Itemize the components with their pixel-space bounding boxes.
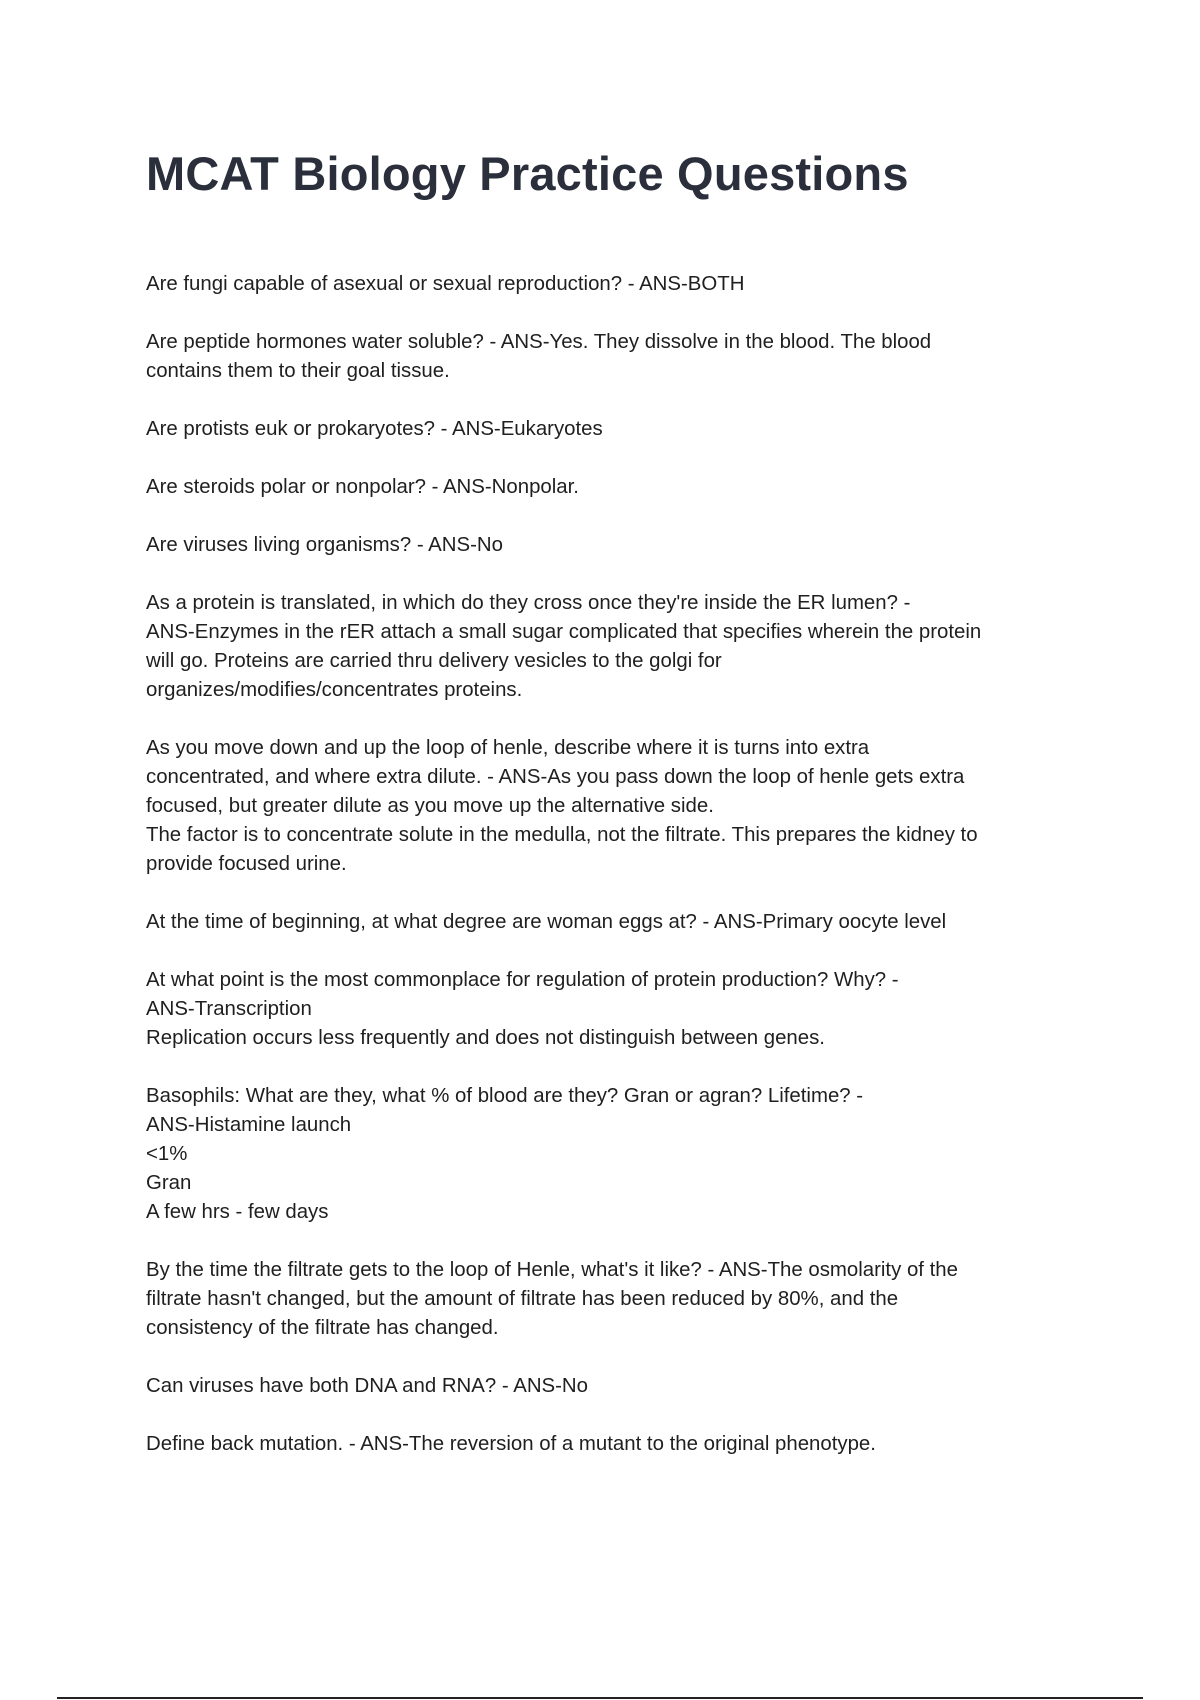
qa-item: At the time of beginning, at what degree are woman eggs at? - ANS-Primary oocyte level: [146, 911, 947, 933]
qa-item: Are peptide hormones water soluble? - ANS-Yes. They dissolve in the blood. The blood contains them to their goal tissue.: [146, 331, 932, 382]
qa-item: At what point is the most commonplace for regulation of protein production? Why? - ANS-Transcription Replication occurs less frequently and does not distinguish between genes.: [146, 969, 899, 1049]
qa-list: [146, 270, 1076, 1488]
qa-item: Are viruses living organisms? - ANS-No: [146, 534, 503, 556]
qa-item: Basophils: What are they, what % of blood are they? Gran or agran? Lifetime? - ANS-Histamine launch <1% Gran A few hrs - few days: [146, 1085, 864, 1223]
qa-item: Are protists euk or prokaryotes? - ANS-Eukaryotes: [146, 418, 603, 440]
qa-item: Are steroids polar or nonpolar? - ANS-Nonpolar.: [146, 476, 579, 498]
footer-divider: [57, 1697, 1143, 1699]
qa-item: As you move down and up the loop of henle, describe where it is turns into extra concentrated, and where extra dilute. - ANS-As you pass down the loop of henle gets extra focused, but greater dilute as you move up the alternative side. The factor is to concentrate solute in the medulla, not the filtrate. This prepares the kidney to provide focused urine.: [146, 737, 978, 875]
qa-item: Are fungi capable of asexual or sexual reproduction? - ANS-BOTH: [146, 273, 745, 295]
qa-item: As a protein is translated, in which do they cross once they're inside the ER lumen? - ANS-Enzymes in the rER attach a small sugar complicated that specifies wherein the protein will go. Proteins are carried thru delivery vesicles to the golgi for organizes/modifies/concentrates proteins.: [146, 592, 982, 701]
qa-item: Define back mutation. - ANS-The reversion of a mutant to the original phenotype.: [146, 1433, 876, 1455]
qa-item: By the time the filtrate gets to the loop of Henle, what's it like? - ANS-The osmolarity of the filtrate hasn't changed, but the amount of filtrate has been reduced by 80%, and the consistency of the filtrate has changed.: [146, 1259, 958, 1339]
qa-item: Can viruses have both DNA and RNA? - ANS-No: [146, 1375, 589, 1397]
page-title: MCAT Biology Practice Questions: [146, 147, 909, 200]
